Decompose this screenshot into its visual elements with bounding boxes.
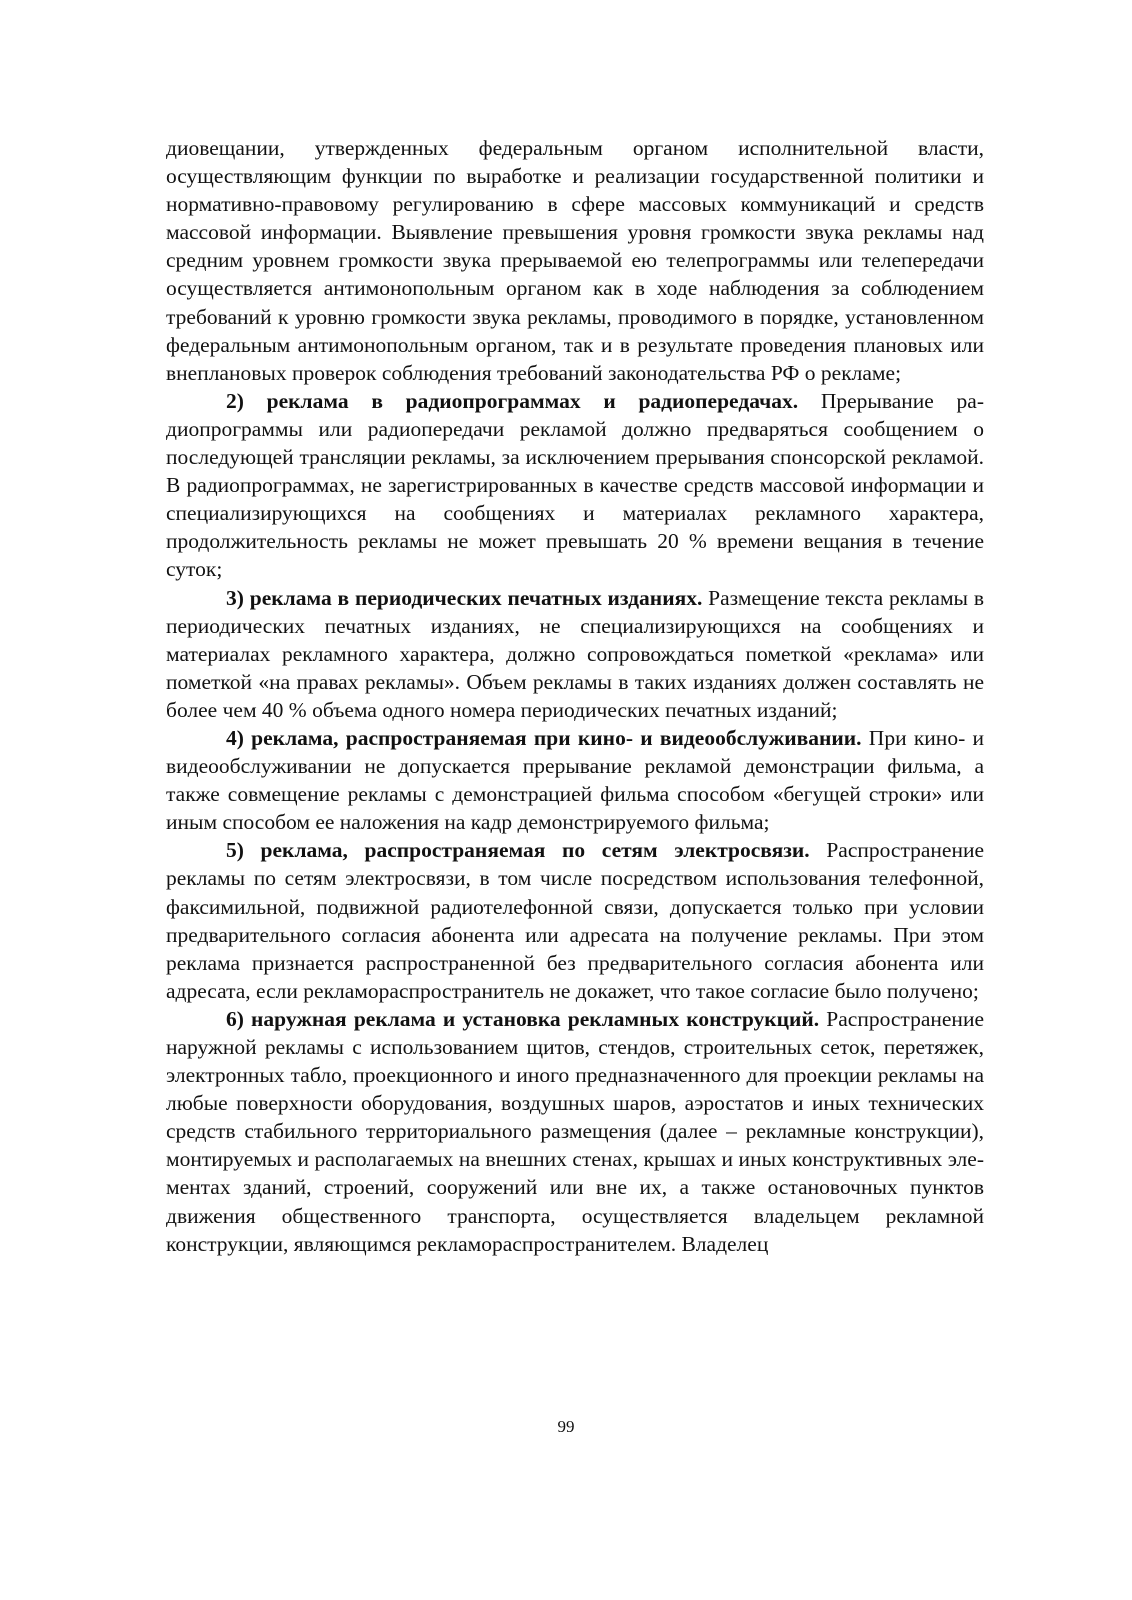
paragraph-heading: 4) реклама, распространяемая при кино- и видеообслуживании. [226, 725, 862, 750]
page-number: 99 [557, 1417, 575, 1436]
paragraph-outdoor-advertising [166, 1005, 984, 1258]
paragraph-text: Прерывание радиопрограммы или радиопередачи рекламой должно предваряться сообщением о последующей трансляции рекламы, за исключением прерывания спонсорской рекламой. В радиопрограммах, не зарегистрированных в качестве средств массовой информации и специализирующихся на сообщениях и материалах рекламного характера, продолжительность рекламы не может превышать 20 % времени вещания в течение суток; [166, 388, 985, 582]
paragraph-text: При кино- и видеообслуживании не допускается прерывание рекламой демонстрации фильма, а также совмещение рекламы с демонстрацией фильма способом «бегущей строки» или иным способом ее наложения на кадр демонстрируемого фильма; [166, 725, 984, 835]
paragraph-film-video-advertising [166, 724, 984, 836]
paragraph-radio-advertising [166, 387, 984, 584]
paragraph-heading: 5) реклама, распространяемая по сетям электросвязи. [226, 838, 810, 863]
paragraph-periodical-print-advertising [166, 584, 984, 724]
paragraph-heading: 6) наружная реклама и установка рекламных конструкций. [226, 1006, 820, 1031]
paragraph-text: Распространение рекламы по сетям электросвязи, в том числе посредством использования телефонной, факсимильной, подвижной радиотелефонной связи, допускается только при условии предварительного согласия абонента или адресата на получение рекламы. При этом реклама признается распространенной без предварительного согласия абонента или адресата, если рекламораспространитель не докажет, что такое согласие было получено; [166, 838, 984, 1003]
document-page [166, 134, 984, 1258]
paragraph-text: Распространение наружной рекламы с использованием щитов, стендов, строительных сеток, перетяжек, электронных табло, проекционного и иного предназначенного для проекции рекламы на любые поверхности оборудования, воздушных шаров, аэростатов и иных технических средств стабильного территориального размещения (далее – рекламные конструкции), монтируемых и располагаемых на внешних стенах, крышах и иных конструктивных элементах зданий, строений, сооружений или вне их, а также остановочных пунктов движения общественного транспорта, осуществляется владельцем рекламной конструкции, являющимся рекламораспространителем. Владелец [166, 1006, 984, 1256]
paragraph-text: Размещение текста рекламы в периодических печатных изданиях, не специализирующихся на сообщениях и материалах рекламного характера, должно сопровождаться пометкой «реклама» или пометкой «на правах рекламы». Объем рекламы в таких изданиях должен составлять не более чем 40 % объема одного номера периодических печатных изданий; [166, 585, 984, 722]
paragraph-text: диовещании, утвержденных федеральным органом исполнительной власти, осуществляющим функции по выработке и реализации государственной политики и нормативно-правовому регулированию в сфере массовых коммуникаций и средств массовой информации. Выявление превышения уровня громкости звука рекламы над средним уровнем громкости звука прерываемой ею телепрограммы или телепередачи осуществляется антимонопольным органом как в ходе наблюдения за соблюдением требований к уровню громкости звука рекламы, проводимого в порядке, установленном федеральным антимонопольным органом, так и в результате проведения плановых или внеплановых проверок соблюдения требований законодательства РФ о рекламе; [166, 136, 984, 385]
paragraph-heading: 2) реклама в радиопрограммах и радиопередачах. [226, 388, 799, 413]
paragraph-heading: 3) реклама в периодических печатных изданиях. [226, 585, 703, 610]
paragraph-telecom-advertising [166, 836, 984, 1005]
paragraph-continuation [166, 134, 984, 387]
